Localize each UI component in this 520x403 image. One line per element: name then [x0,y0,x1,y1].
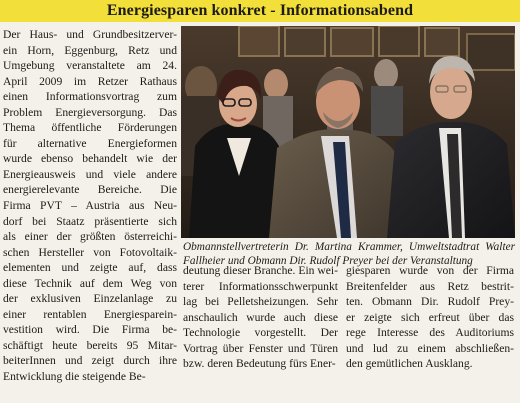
article-text-line: dorf bei Staatz präsentierte sich [3,214,177,228]
article-text-line: ten. Obmann Dir. Rudolf Prey- [346,295,514,309]
article-text-line: er zeigte sich erfreut über das [346,310,514,324]
article-text-line: Technologie vorgestellt. Der [183,326,338,340]
article-text-line: Firma PVT – Austria aus Neu- [3,199,177,213]
article-text-line: Der Haus- und Grundbesitzerver- [3,28,177,41]
article-text-line: schäftigt heute bereits 95 Mitar- [3,338,177,352]
article-text-line: Problem Energieversorgung. Das [3,105,177,119]
article-text-line: energierelevante Bereiche. Die [3,183,177,197]
article-text-line: bzw. deren Bedeutung fürs Ener- [183,357,336,371]
article-text-line: und lud zu einem abschließen- [346,341,514,355]
article-text-line: einen Informationsvortrag zum [3,90,177,104]
article-text-line: ein Horn, Eggenburg, Retz und [3,43,177,57]
article-text-line: Energieausweis und viele andere [3,167,177,181]
article-text-line: anschaulich wurde auch diese [183,310,338,324]
article-text-line: diese Technik auf dem Weg von [3,276,177,290]
article-text-line: terer Informationsschwerpunkt [183,279,338,293]
article-text-line: den gemütlichen Ausklang. [346,357,473,371]
article-text-line: wurde ebenso behandelt wie der [3,152,177,166]
article-text-line: Thema öffentliche Förderungen [3,121,177,135]
article-text-line: giesparen wurde von der Firma [346,264,514,277]
article-text-line: schen Hersteller von Fotovoltaik- [3,245,177,259]
event-photo [181,26,515,238]
article-text-line: vestition wird. Die Firma be- [3,323,177,337]
article-text-line: beiterInnen und zeigt durch ihre [3,354,177,368]
article-text-line: Umgebung veranstaltete am 24. [3,59,177,73]
article-text-line: elementen und zeigte auf, dass [3,261,177,275]
article-text-line: für alternative Energieformen [3,136,177,150]
article-column-right [346,263,514,372]
article-text-line: Breitenfelder aus Retz bestrit- [346,279,514,293]
article-text-line: als einer der größten österreichi- [3,230,177,244]
article-headline [0,0,520,22]
article-text-line: der exklusiven Einzelanlage zu [3,292,177,306]
article-text-line: lag bei Pelletsheizungen. Sehr [183,295,338,309]
article-text-line: Entwicklung die steigende Be- [3,370,146,384]
article-text-line: April 2009 im Retzer Rathaus [3,74,177,88]
caption-line: Fallheier und Obmann Dir. Rudolf Preyer bei der Veranstaltung [183,255,473,268]
article-text-line: deutung dieser Branche. Ein wei- [183,264,338,277]
article-column-left [3,27,177,385]
article-column-middle [183,263,338,372]
article-text-line: rege Interesse des Auditoriums [346,326,514,340]
headline-text: Energiesparen konkret - Informationsabend [106,2,414,19]
caption-line: Obmannstellvertreterin Dr. Martina Krammer, Umweltstadtrat Walter [183,241,515,253]
article-text-line: einer rentablen Energiesparein- [3,307,177,321]
article-text-line: Vortrag über Fenster und Türen [183,341,338,355]
